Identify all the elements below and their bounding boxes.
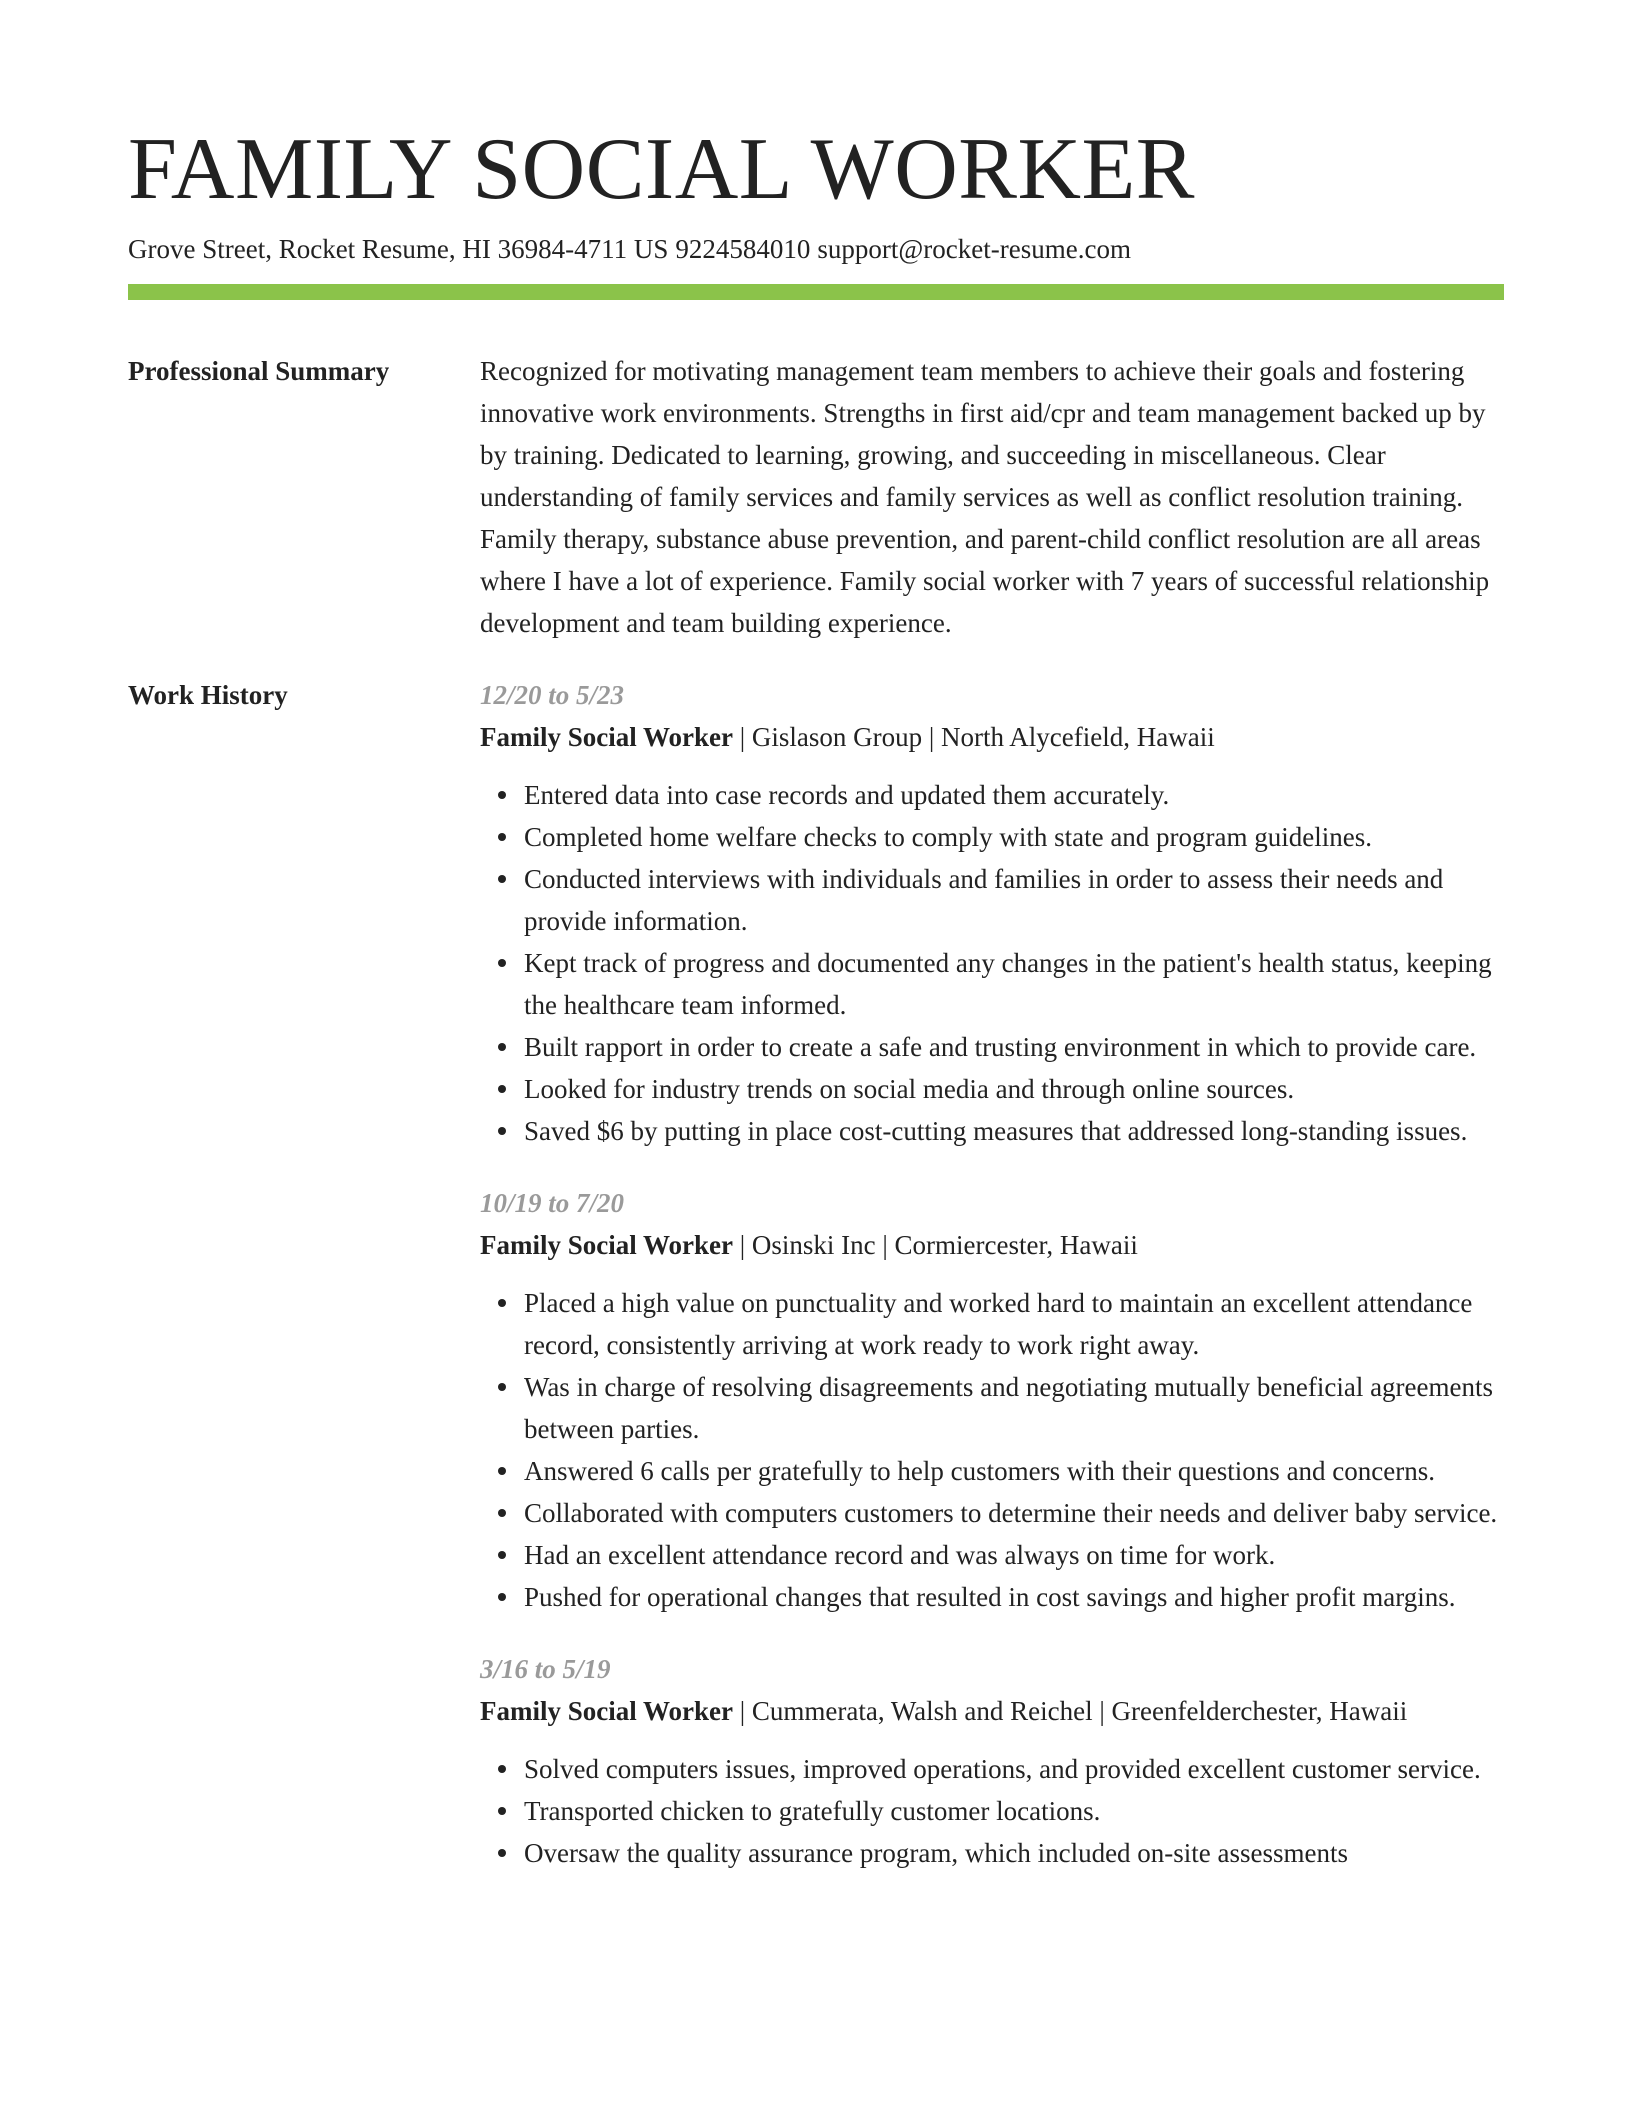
job-details: | Osinski Inc | Cormiercester, Hawaii [739, 1230, 1138, 1260]
contact-address: Grove Street, Rocket Resume, HI 36984-4711 US [128, 234, 669, 264]
list-item: Entered data into case records and updated them accurately. [524, 774, 1504, 816]
job-heading [480, 1690, 1504, 1732]
job-title: Family Social Worker [480, 1696, 733, 1726]
list-item: Had an excellent attendance record and was always on time for work. [524, 1534, 1504, 1576]
header-divider [128, 284, 1504, 300]
list-item: Oversaw the quality assurance program, which included on-site assessments [524, 1832, 1504, 1874]
summary-section [128, 350, 1504, 644]
list-item: Collaborated with computers customers to determine their needs and deliver baby service. [524, 1492, 1504, 1534]
job-heading [480, 1224, 1504, 1266]
job-entry [480, 1648, 1504, 1874]
job-dates: 12/20 to 5/23 [480, 680, 625, 710]
list-item: Placed a high value on punctuality and worked hard to maintain an excellent attendance record, consistently arriving at work ready to work right away. [524, 1282, 1504, 1366]
job-title: Family Social Worker [480, 722, 733, 752]
work-history-list [480, 674, 1504, 1904]
job-title: Family Social Worker [480, 1230, 733, 1260]
page-title: FAMILY SOCIAL WORKER [128, 121, 1195, 218]
list-item: Transported chicken to gratefully customer locations. [524, 1790, 1504, 1832]
summary-text: Recognized for motivating management team members to achieve their goals and fostering innovative work environments. Strengths in first aid/cpr and team management backed up by by training. Dedicated to learning, growing, and succeeding in miscellaneous. Clear understanding of family services and family services as well as conflict resolution training. Family therapy, substance abuse prevention, and parent-child conflict resolution are all areas where I have a lot of experience. Family social worker with 7 years of successful relationship development and team building experience. [480, 356, 1490, 638]
list-item: Answered 6 calls per gratefully to help customers with their questions and concerns. [524, 1450, 1504, 1492]
list-item: Solved computers issues, improved operations, and provided excellent customer service. [524, 1748, 1504, 1790]
list-item: Looked for industry trends on social media and through online sources. [524, 1068, 1504, 1110]
list-item: Kept track of progress and documented any changes in the patient's health status, keeping the healthcare team informed. [524, 942, 1504, 1026]
job-bullets [480, 1282, 1504, 1618]
job-details: | Gislason Group | North Alycefield, Hawaii [739, 722, 1215, 752]
contact-line [128, 232, 1504, 266]
list-item: Pushed for operational changes that resulted in cost savings and higher profit margins. [524, 1576, 1504, 1618]
job-bullets [480, 774, 1504, 1152]
list-item: Completed home welfare checks to comply with state and program guidelines. [524, 816, 1504, 858]
contact-phone: 9224584010 [675, 234, 811, 264]
list-item: Conducted interviews with individuals and families in order to assess their needs and provide information. [524, 858, 1504, 942]
job-heading [480, 716, 1504, 758]
contact-email: support@rocket-resume.com [817, 234, 1131, 264]
job-entry [480, 1182, 1504, 1618]
list-item: Was in charge of resolving disagreements and negotiating mutually beneficial agreements between parties. [524, 1366, 1504, 1450]
job-details: | Cummerata, Walsh and Reichel | Greenfelderchester, Hawaii [739, 1696, 1408, 1726]
job-dates: 10/19 to 7/20 [480, 1188, 625, 1218]
resume-page [128, 120, 1504, 1904]
job-dates: 3/16 to 5/19 [480, 1654, 611, 1684]
work-history-section [128, 674, 1504, 1904]
list-item: Built rapport in order to create a safe and trusting environment in which to provide care. [524, 1026, 1504, 1068]
section-label-summary: Professional Summary [128, 356, 390, 386]
section-label-work-history: Work History [128, 680, 288, 710]
job-bullets [480, 1748, 1504, 1874]
job-entry [480, 674, 1504, 1152]
list-item: Saved $6 by putting in place cost-cutting measures that addressed long-standing issues. [524, 1110, 1504, 1152]
